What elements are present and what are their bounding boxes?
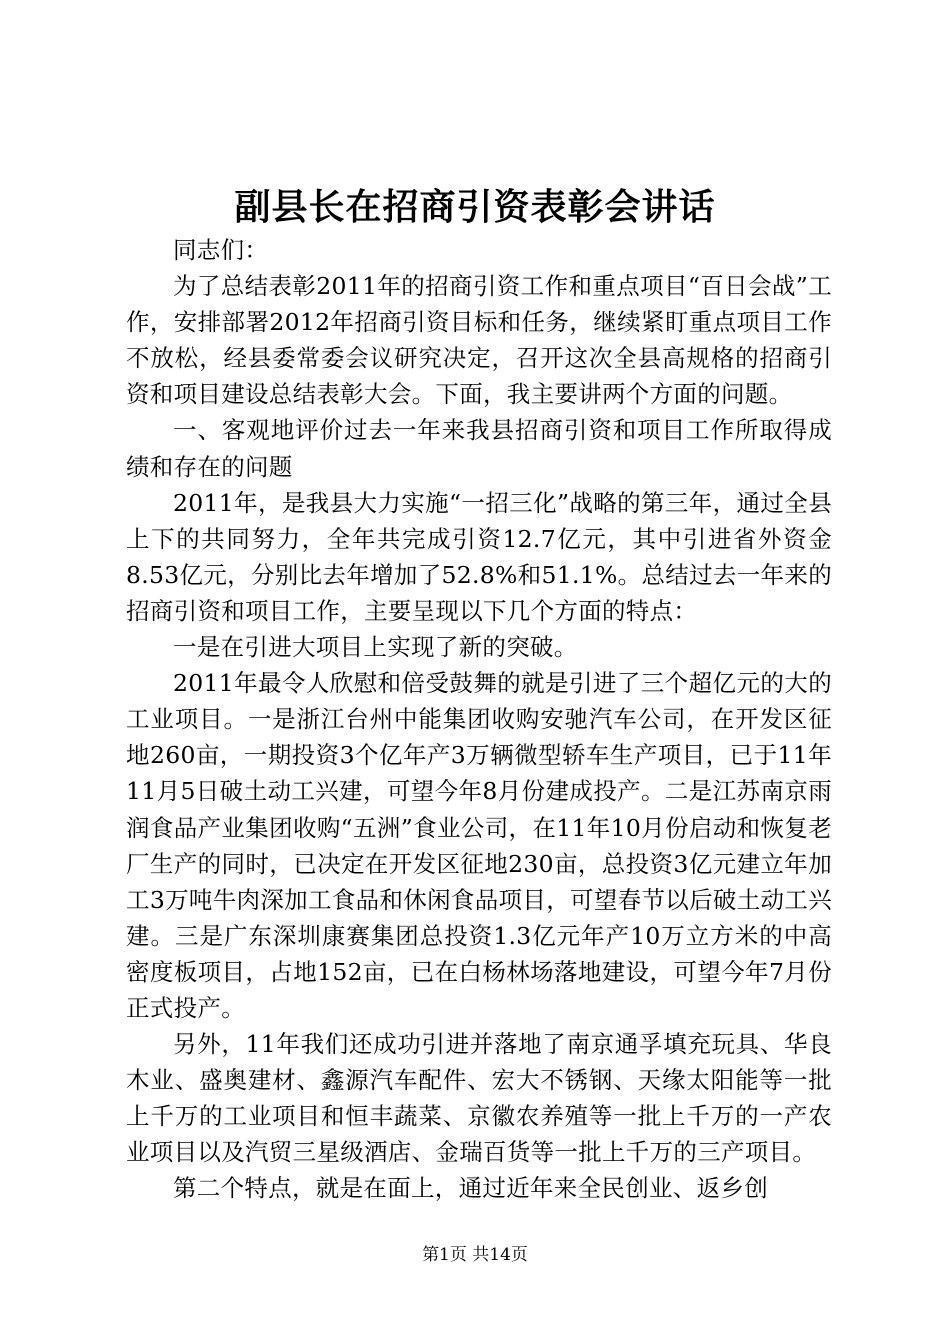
paragraph-projects: 2011年最令人欣慰和倍受鼓舞的就是引进了三个超亿元的大的工业项目。一是浙江台州中能集团收购安驰汽车公司，在开发区征地260亩，一期投资3个亿年产3万辆微型轿车生产项目，已于11年11月5日破土动工兴建，可望今年8月份建成投产。二是江苏南京雨润食品产业集团收购“五洲”食业公司，在11年10月份启动和恢复老厂生产的同时，已决定在开发区征地230亩，总投资3亿元建立年加工3万吨牛肉深加工食品和休闲食品项目，可望春节以后破土动工兴建。三是广东深圳康赛集团总投资1.3亿元年产10万立方米的中高密度板项目，占地152亩，已在白杨林场落地建设，可望今年7月份正式投产。 (126, 669, 832, 1022)
document-title: 副县长在招商引资表彰会讲话 (234, 187, 716, 228)
page-footer: 第1页 共14页 (422, 1245, 528, 1265)
document-body (126, 232, 832, 1207)
section-heading-1: 一、客观地评价过去一年来我县招商引资和项目工作所取得成绩和存在的问题 (126, 416, 832, 481)
paragraph-additional: 另外，11年我们还成功引进并落地了南京通孚填充玩具、华良木业、盛奥建材、鑫源汽车配件、宏大不锈钢、天缘太阳能等一批上千万的工业项目和恒丰蔬菜、京徽农养殖等一批上千万的一产农业项目以及汽贸三星级酒店、金瑞百货等一批上千万的三产项目。 (126, 1030, 832, 1167)
paragraph-point-2: 第二个特点，就是在面上，通过近年来全民创业、返乡创 (173, 1174, 768, 1203)
paragraph-point-1: 一是在引进大项目上实现了新的突破。 (173, 633, 578, 662)
paragraph-intro: 为了总结表彰2011年的招商引资工作和重点项目“百日会战”工作，安排部署2012年招商引资目标和任务，继续紧盯重点项目工作不放松，经县委常委会议研究决定，召开这次全县高规格的招商引资和项目建设总结表彰大会。下面，我主要讲两个方面的问题。 (126, 272, 832, 409)
paragraph-salutation: 同志们： (173, 236, 269, 264)
paragraph-summary: 2011年，是我县大力实施“一招三化”战略的第三年，通过全县上下的共同努力，全年共完成引资12.7亿元，其中引进省外资金8.53亿元，分别比去年增加了52.8%和51.1%。总结过去一年来的招商引资和项目工作，主要呈现以下几个方面的特点： (126, 488, 832, 625)
